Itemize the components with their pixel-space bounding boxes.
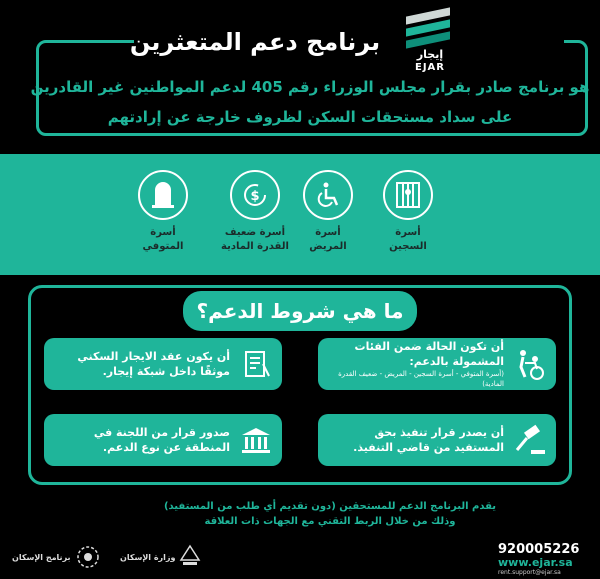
category-label: أسرة المريض [309,227,347,252]
condition-text: أن يصدر قرار تنفيذ بحق المستفيد من قاضي التنفيذ. [353,426,504,454]
partner-ministry [120,540,201,574]
website-link[interactable]: www.ejar.sa [498,556,573,569]
support-email[interactable]: rent.support@ejar.sa [498,569,561,576]
gavel-icon [510,420,550,460]
svg-text:$: $ [250,189,260,204]
category-prisoner [368,170,448,254]
wheelchair-icon [303,170,353,220]
money-icon [230,170,280,220]
intro-line-2: على سداد مستحقات السكن لظروف خارجة عن إرادتهم [107,108,513,126]
category-patient [288,170,368,254]
intro-line-1: هو برنامج صادر بقرار مجلس الوزراء رقم 405 لدعم المواطنين غير القادرين [30,78,590,96]
category-deceased [123,170,203,254]
condition-card-committee [44,414,282,466]
partner-name: برنامج الإسكان [12,552,71,562]
partner-housing-program [12,540,101,574]
condition-text: أن تكون الحالة ضمن الفئات المشمولة بالدعم: (أسرة المتوفي - أسرة السجين - المريض - ضعيف القدرة المادية) [338,340,504,388]
condition-card-category [318,338,556,390]
logo-arabic: إيجار [416,48,444,61]
support-phone[interactable]: 920005226 [498,542,580,557]
partner-name: وزارة الإسكان [120,552,176,562]
footer-note: يقدم البرنامج الدعم للمستحقين (دون تقديم أي طلب من المستفيد) وذلك من خلال الربط التقني مع الجهات ذات العلاقة [163,501,497,527]
building-icon [236,420,276,460]
logo-english: EJAR [415,62,445,73]
category-label: أسرة السجين [389,227,427,252]
condition-card-contract [44,338,282,390]
category-low-income [215,170,295,254]
category-label: أسرة المتوفي [142,227,184,252]
prisoner-icon [383,170,433,220]
caregiver-icon [510,344,550,384]
grave-icon [138,170,188,220]
housing-program-logo-icon [75,544,101,570]
conditions-title: ما هي شروط الدعم؟ [183,291,417,331]
category-label: أسرة ضعيف القدرة المادية [221,227,289,252]
condition-text: صدور قرار من اللجنة في المنطقة عن نوع الدعم. [93,426,230,454]
condition-card-court [318,414,556,466]
page-title: برنامج دعم المتعثرين [129,28,381,56]
intro-text [30,72,590,132]
condition-text: أن يكون عقد الايجار السكني موثقًا داخل شبكة إيجار. [77,350,230,378]
ministry-logo-icon [179,544,201,570]
ejar-logo [398,4,458,74]
contract-icon [236,344,276,384]
